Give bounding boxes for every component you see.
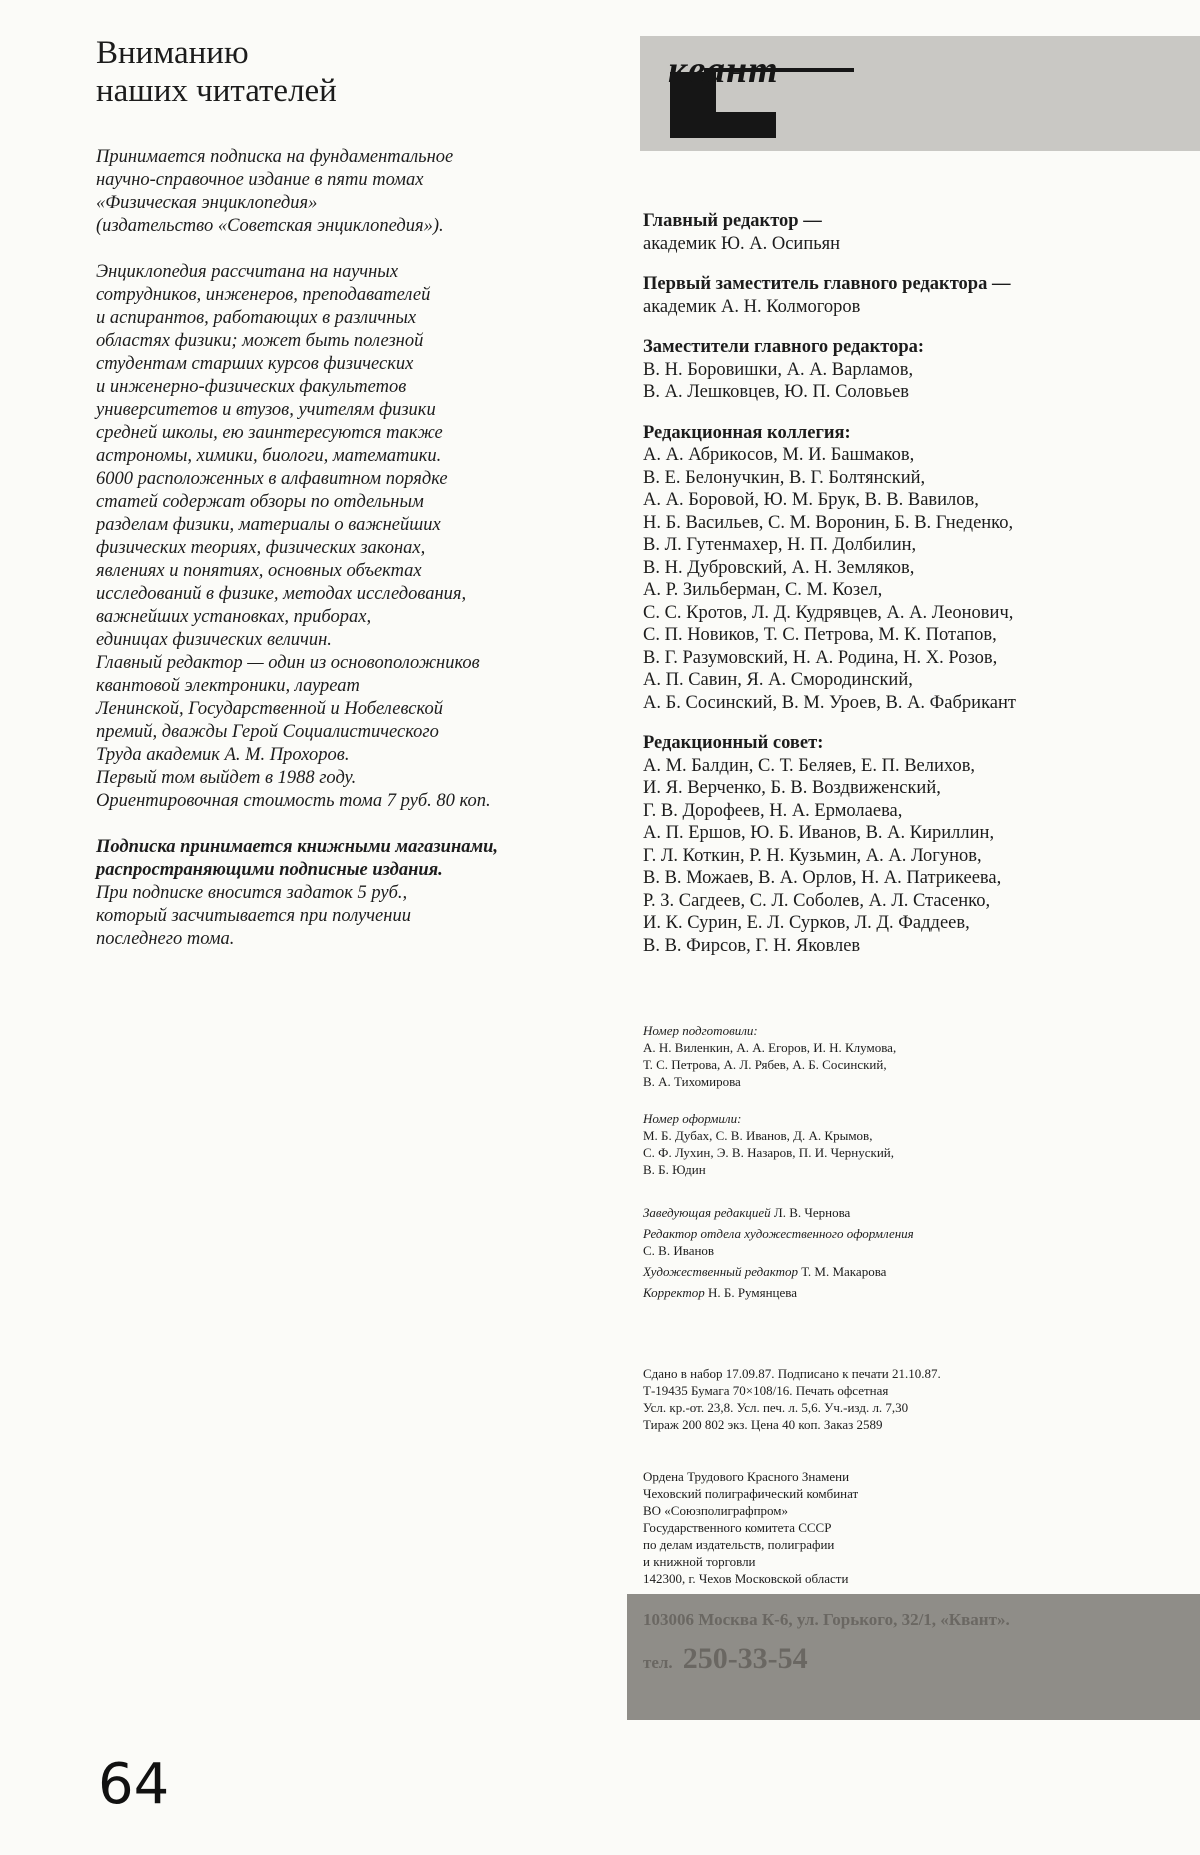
body-paragraph: Энциклопедия рассчитана на научных сотрудников, инженеров, преподавателей и аспирантов, работающих в различных областях физики; может быть полезной студентам старших курсов физических и инженерно-физических факультетов университетов и втузов, учителям физики средней школы, ею заинтересуются также астрономы, химики, биологи, математики. 6000 расположенных в алфавитном порядке статей содержат обзоры по отдельным разделам физики, материалы о важнейших физических теориях, физических законах, явлениях и понятиях, основных объектах исследований в физике, методах исследования, важнейших установках, приборах, единицах физических величин. Главный редактор — один из основоположников квантовой электроники, лауреат Ленинской, Государственной и Нобелевской премий, дважды Герой Социалистического Труда академик А. М. Прохоров. Первый том выйдет в 1988 году. Ориентировочная стоимость тома 7 руб. 80 коп. xyxy=(96,262,491,811)
issue-credits xyxy=(643,1022,1183,1198)
printing-info: Сдано в набор 17.09.87. Подписано к печати 21.10.87. Т-19435 Бумага 70×108/16. Печать офсетная Усл. кр.-от. 23,8. Усл. печ. л. 5,6. Уч.-изд. л. 7,30 Тираж 200 802 экз. Цена 40 коп. Заказ 2589 xyxy=(643,1366,941,1432)
designed-by: Номер оформили: М. Б. Дубах, С. В. Иванов, Д. А. Крымов, С. Ф. Лухин, Э. В. Назаров, П. И. Чернуский, В. Б. Юдин xyxy=(643,1111,895,1177)
chief-editor: Главный редактор — академик Ю. А. Осипьян xyxy=(643,211,841,254)
staff-art-dept: Редактор отдела художественного оформления С. В. Иванов xyxy=(643,1226,914,1258)
staff-proofreader: Корректор Н. Б. Румянцева xyxy=(643,1285,798,1300)
deputies: Заместители главного редактора: В. Н. Боровишки, А. А. Варламов, В. А. Лешковцев, Ю. П. Соловьев xyxy=(643,337,925,402)
address-line: 103006 Москва К-6, ул. Горького, 32/1, «Квант». xyxy=(643,1610,1010,1629)
editorial-board xyxy=(643,210,1183,975)
phone-number: 250-33-54 xyxy=(682,1642,808,1675)
address-box xyxy=(627,1594,1200,1720)
page-title: Вниманию наших читателей xyxy=(96,35,337,109)
editorial-collegium: Редакционная коллегия: А. А. Абрикосов, М. И. Башмаков, В. Е. Белонучкин, В. Г. Болтянский, А. А. Боровой, Ю. М. Брук, В. В. Вавилов, Н. Б. Васильев, С. М. Воронин, Б. В. Гнеденко, В. Л. Гутенмахер, Н. П. Долбилин, В. Н. Дубровский, А. Н. Земляков, А. Р. Зильберман, С. М. Козел, С. С. Кротов, Л. Д. Кудрявцев, А. А. Леонович, С. П. Новиков, Т. С. Петрова, М. К. Потапов, В. Г. Разумовский, Н. А. Родина, Н. Х. Розов, А. П. Савин, Я. А. Смородинский, А. Б. Сосинский, В. М. Уроев, В. А. Фабрикант xyxy=(643,422,1016,713)
printer-info: Ордена Трудового Красного Знамени Чеховский полиграфический комбинат ВО «Союзполиграфпром» Государственного комитета СССР по делам издательств, полиграфии и книжной торговли 142300, г. Чехов Московской области xyxy=(643,1469,859,1586)
page-number: 64 xyxy=(98,1752,170,1817)
staff-head: Заведующая редакцией Л. В. Чернова xyxy=(643,1205,851,1220)
subscription-notice xyxy=(96,146,616,974)
first-deputy: Первый заместитель главного редактора — академик А. Н. Колмогоров xyxy=(643,274,1011,317)
intro-paragraph: Принимается подписка на фундаментальное научно-справочное издание в пяти томах «Физическая энциклопедия» (издательство «Советская энциклопедия»). xyxy=(96,147,454,236)
masthead xyxy=(640,36,1200,151)
prepared-by: Номер подготовили: А. Н. Виленкин, А. А. Егоров, И. Н. Клумова, Т. С. Петрова, А. Л. Рябев, А. Б. Сосинский, В. А. Тихомирова xyxy=(643,1023,897,1089)
staff-art-editor: Художественный редактор Т. М. Макарова xyxy=(643,1264,887,1279)
staff-list xyxy=(643,1204,1183,1305)
phone-line: тел. 250-33-54 xyxy=(643,1642,808,1675)
logo-text: квант xyxy=(668,49,779,91)
editorial-council: Редакционный совет: А. М. Балдин, С. Т. Беляев, Е. П. Велихов, И. Я. Верченко, Б. В. Воздвиженский, Г. В. Дорофеев, Н. А. Ермолаева, А. П. Ершов, Ю. Б. Иванов, В. А. Кириллин, Г. Л. Коткин, Р. Н. Кузьмин, А. А. Логунов, В. В. Можаев, В. А. Орлов, Н. А. Патрикеева, Р. З. Сагдеев, С. Л. Соболев, А. Л. Стасенко, И. К. Сурин, Е. Л. Сурков, Л. Д. Фаддеев, В. В. Фирсов, Г. Н. Яковлев xyxy=(643,733,1002,956)
subscription-paragraph: Подписка принимается книжными магазинами, распространяющими подписные издания. При подписке вносится задаток 5 руб., который засчитывается при получении последнего тома. xyxy=(96,837,499,949)
